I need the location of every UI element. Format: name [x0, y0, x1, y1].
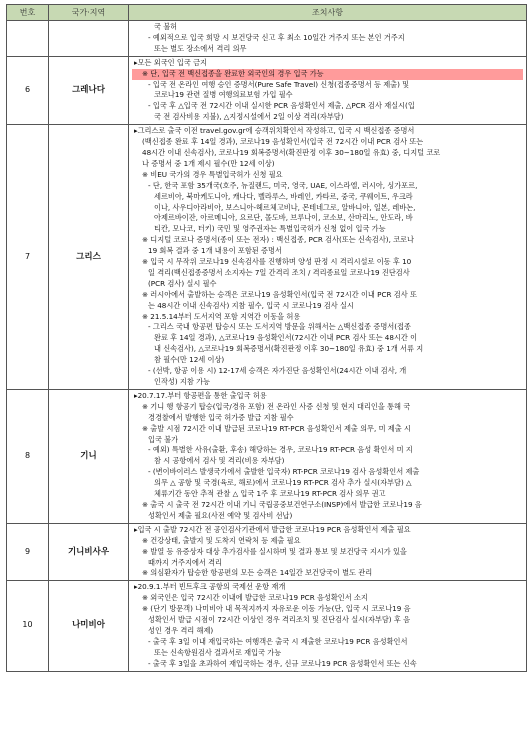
table-row: [7, 56, 527, 124]
measure-line: ※ 출국 시 출국 전 72시간 이내 기니 국립공중보건연구소(INSP)에서 발급한 코로나19 음: [142, 499, 422, 509]
measure-line: (백신접종 완료 후 14일 경과), 코로나19 음성확인서(입국 전 72시간 이내 PCR 검사 또는: [142, 137, 424, 147]
table-row: [7, 21, 527, 57]
measure-line: ▸입국 시 출발 72시간 전 공인검사기관에서 발급한 코로나19 PCR 음성확인서 제출 필요: [134, 524, 411, 534]
country-name: 기니비사우: [49, 523, 129, 581]
table-header-row: [7, 5, 527, 21]
measure-line: 내 신속검사), △코로나19 회복증명서(확진판정 이후 30~180일 유효) 중 1개 서류 지: [154, 344, 424, 354]
country-name: 나미비아: [49, 581, 129, 671]
measure-line: - 출국 후 3일을 초과하여 재입국하는 경우, 신규 코로나19 PCR 음성확인서 또는 신속: [148, 658, 417, 668]
measure-line: ※ 비EU 국가의 경우 특별입국허가 신청 필요: [142, 169, 283, 179]
measures-cell: [129, 523, 527, 581]
table-row: [7, 523, 527, 581]
measure-line: 19 회복 결과 중 1개 내용이 포함된 증명서: [148, 246, 282, 256]
measure-line: 48시간 이내 신속검사), 코로나19 회복증명서(확진판정 이후 30~180일 유효) 중, 디지털 코로: [142, 147, 441, 157]
measure-line: ▸20.9.1.부터 빈트후크 공항의 국제선 운항 재개: [134, 582, 286, 592]
table-row: [7, 125, 527, 390]
measure-line: 성인 경우 격리 해제): [148, 625, 214, 635]
measure-line: 국 전 검사비용 지불), △지정시설에서 2일 이상 격리(자부담): [154, 112, 344, 122]
measure-line: ※ 기니 행 항공기 탑승(입국/경유 포함) 전 온라인 사증 신청 및 현지 대리인을 통해 국: [142, 401, 411, 411]
measure-line: ※ (단기 방문객) 나미비아 내 목적지까지 자유로운 이동 가능(단, 입국 시 코로나19 음: [142, 604, 411, 614]
measure-line: (PCR 검사) 실시 필수: [148, 278, 217, 288]
row-number: 6: [7, 56, 49, 124]
measure-line: ※ 출발 시점 72시간 이내 발급된 코로나19 RT-PCR 음성확인서 제출 의무, 미 제출 시: [142, 423, 411, 433]
measure-line: 또는 신속항원검사 결과서로 재입국 가능: [154, 647, 282, 657]
measure-line: - 입국 후 △입국 전 72시간 이내 실시한 PCR 음성확인서 제출, △PCR 검사 재실시(입: [148, 101, 415, 111]
measure-line: 경경찰에서 발행한 입국 허가증 발급 지참 필수: [148, 412, 294, 422]
table-row: [7, 581, 527, 671]
table-row: [7, 389, 527, 523]
measure-line: ※ 외국인은 입국 72시간 이내에 발급한 코로나19 PCR 음성확인서 소지: [142, 593, 368, 603]
country-name: 기니: [49, 389, 129, 523]
measure-line: 참 필수(만 12세 이상): [154, 355, 225, 365]
header-measures: 조치사항: [129, 5, 527, 21]
measures-cell: [129, 56, 527, 124]
measure-line: 성확인서 제출 필요(사전 예약 및 검사비 선납): [148, 510, 293, 520]
country-name: 그리스: [49, 125, 129, 390]
row-number: 10: [7, 581, 49, 671]
measure-line: ※ 러시아에서 출발하는 승객은 코로나19 음성확인서(입국 전 72시간 이내 PCR 검사 또: [142, 289, 417, 299]
measure-line: 또는 별도 장소에서 격리 의무: [154, 43, 247, 53]
measure-line: 나 증명서 중 1개 제시 필수(만 12세 이상): [142, 158, 275, 168]
measure-line: ▸그리스로 출국 이전 travel.gov.gr에 승객위치확인서 작성하고, 입국 시 백신접종 증명서: [134, 126, 415, 136]
measure-line: ※ 건강상태, 출발지 및 도착지 연락처 등 제출 필요: [142, 535, 301, 545]
row-number: 7: [7, 125, 49, 390]
header-number: 번호: [7, 5, 49, 21]
measure-line: ※ 디지털 코로나 증명서(종이 또는 전자) : 백신접종, PCR 검사(또는 신속검사), 코로나: [142, 235, 415, 245]
measures-cell: [129, 125, 527, 390]
measure-line: - 단, 한국 포함 35개국(호주, 뉴질랜드, 미국, 영국, UAE, 이스라엘, 러시아, 싱가포르,: [148, 180, 418, 190]
measure-line: ※ 입국 시 무작위 코로나19 신속검사를 진행하며 양성 판정 시 격리시설로 이동 후 10: [142, 257, 412, 267]
measure-line: ※ 의심환자가 탑승한 항공편의 모든 승객은 14일간 보건당국이 별도 관리: [142, 568, 373, 578]
measure-line: - (변이바이러스 발생국가에서 출발한 입국자) RT-PCR 코로나19 검사 음성확인서 제출: [148, 467, 420, 477]
measure-line: 는 48시간 이내 신속검사) 지참 필수, 입국 시 코로나19 검사 실시: [148, 300, 354, 310]
row-number: 9: [7, 523, 49, 581]
table-body: [7, 21, 527, 672]
measure-line: ※ 단, 입국 전 백신접종을 완료한 외국인의 경우 입국 가능: [132, 69, 523, 80]
row-number: [7, 21, 49, 57]
row-number: 8: [7, 389, 49, 523]
measure-line: 참 시 공항에서 검사 및 격리(비용 자부담): [154, 456, 285, 466]
measure-line: 때까지 거주지에서 격리: [148, 557, 223, 567]
country-name: [49, 21, 129, 57]
country-name: 그레나다: [49, 56, 129, 124]
measure-line: 세르비아, 북마케도니아, 캐나다, 벨라루스, 바레인, 카타르, 중국, 쿠웨이트, 우크라: [154, 191, 413, 201]
entry-measures-table: [6, 4, 527, 672]
measure-line: - 예외적으로 입국 희망 시 보건당국 신고 후 최소 10일간 거주지 또는 본인 거주지: [148, 32, 405, 42]
measure-line: - 출국 후 3일 이내 재입국하는 여행객은 출국 시 제출한 코로나19 PCR 음성확인서: [148, 636, 408, 646]
measure-line: - 그리스 국내 항공편 탑승시 또는 도서지역 방문을 위해서는 △백신접종 증명서(접종: [148, 322, 411, 332]
measure-line: 아제르바이잔, 아르메니아, 요르단, 몰도바, 브루나이, 코소보, 산마리노, 안도라, 바: [154, 213, 413, 223]
measure-line: 코로나19 관련 질병 여행의료보험 가입 필수: [154, 90, 293, 100]
measure-line: 체류기간 동안 추적 관찰 △ 입국 1주 후 코로나19 RT-PCR 검사 의무 권고: [154, 489, 386, 499]
measure-line: 인작성) 지참 가능: [154, 377, 210, 386]
measure-line: 입국 불가: [148, 434, 179, 444]
measure-line: ※ 21.5.14부터 도서지역 포함 지역간 이동을 허용: [142, 311, 301, 321]
measure-line: 성확인서 발급 시점이 72시간 이상인 경우 격리조치 및 진단검사 실시(자부담) 후 음: [148, 615, 411, 625]
measure-line: 티칸, 모나코, 터키) 국민 및 영주권자는 특별입국허가 신청 없이 입국 가능: [154, 224, 386, 234]
measure-line: 국 불허: [154, 22, 178, 31]
measure-line: 이나, 사우디아라비아, 보스니아-헤르체고비나, 몬테네그로, 알바니아, 일본, 레바논,: [154, 202, 416, 212]
measures-cell: [129, 389, 527, 523]
measures-cell: [129, 581, 527, 671]
measure-line: 일 격리(백신접종증명서 소지자는 7일 간격리 조치 / 격리종료일 코로나19 진단검사: [148, 267, 410, 277]
document-page: [6, 4, 526, 672]
measure-line: - 입국 전 온라인 여행 승인 증명서(Pure Safe Travel) 신청(접종증명서 등 제출) 및: [148, 79, 410, 89]
measure-line: - 예외) 특별한 사유(출환, 후송) 해당하는 경우, 코로나19 RT-PCR 음성 확인서 미 지: [148, 445, 413, 455]
header-region: 국가·지역: [49, 5, 129, 21]
measure-line: 완료 후 14일 경과), △코로나19 음성확인서(72시간 이내 PCR 검사 또는 48시간 이: [154, 333, 418, 343]
measure-line: 의무 △ 공항 및 국경(육로, 해로)에서 코로나19 RT-PCR 검사 추가 실시(자부담) △: [154, 478, 412, 488]
measure-line: - (선박, 항공 이용 시) 12-17세 승객은 자가진단 음성확인서(24시간 이내 검사, 개: [148, 366, 407, 376]
measures-cell: [129, 21, 527, 57]
measure-line: ▸모든 외국인 입국 금지: [134, 57, 207, 67]
measure-line: ▸20.7.17.부터 항공편을 통한 출입국 허용: [134, 390, 267, 400]
measure-line: ※ 발열 등 유증상자 대상 추가검사를 실시하며 및 결과 통보 및 보건당국 지시가 있을: [142, 546, 407, 556]
